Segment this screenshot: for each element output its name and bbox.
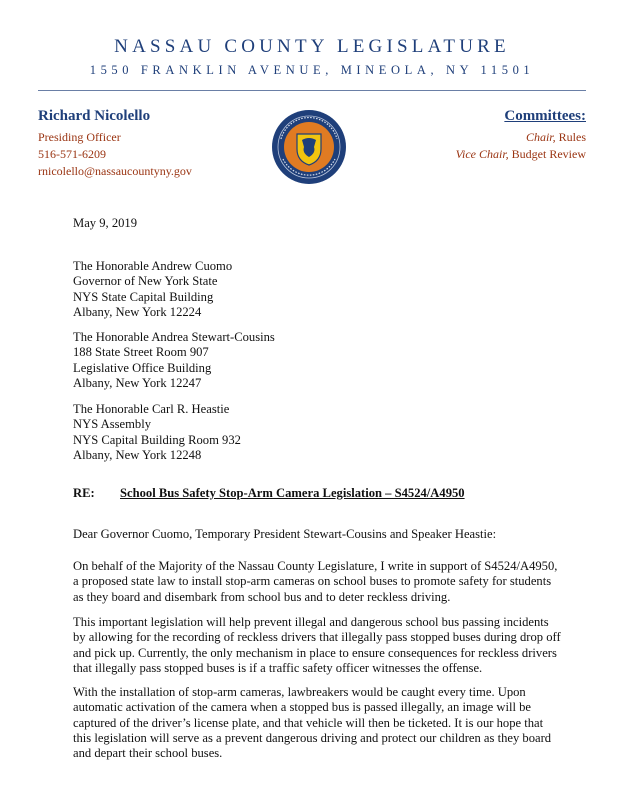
- letter-date: May 9, 2019: [73, 216, 138, 230]
- paragraph-line: automatic activation of the camera when a stopped bus is passed illegally, an image will be: [73, 700, 532, 715]
- committee-chair: [346, 129, 586, 146]
- recipient-address-2: [73, 330, 563, 391]
- sender-email: rnicolello@nassaucountyny.gov: [38, 164, 192, 178]
- paragraph-line: and pick up. Currently, the only mechanism in place to ensure consequences for reckless drivers: [73, 645, 557, 660]
- committee-chair-name: Rules: [558, 130, 586, 144]
- paragraph-line: With the installation of stop-arm cameras, lawbreakers would be caught every time. Upon: [73, 685, 526, 699]
- recipient-address-3: [73, 402, 563, 463]
- paragraph-1: [73, 559, 563, 605]
- committees-heading: Committees:: [504, 108, 586, 124]
- address-line: Governor of New York State: [73, 274, 218, 289]
- letterhead-address: 1550 FRANKLIN AVENUE, MINEOLA, NY 11501: [89, 63, 535, 77]
- address-line: Albany, New York 12247: [73, 375, 202, 390]
- paragraph-2: [73, 615, 563, 676]
- paragraph-line: captured of the driver’s license plate, and that vehicle will then be ticketed. It is our hope that: [73, 715, 544, 730]
- committee-vice-chair-name: Budget Review: [511, 147, 586, 161]
- letterhead-divider: [38, 90, 586, 91]
- committee-chair-role: Chair,: [525, 130, 556, 144]
- committees-block: [346, 108, 586, 163]
- paragraph-line: This important legislation will help prevent illegal and dangerous school bus passing incidents: [73, 615, 549, 629]
- paragraph-line: as they board and disembark from school bus and to deter reckless driving.: [73, 589, 451, 604]
- address-line: NYS State Capital Building: [73, 289, 214, 304]
- address-line: The Honorable Carl R. Heastie: [73, 402, 230, 416]
- address-line: Legislative Office Building: [73, 360, 212, 375]
- address-line: The Honorable Andrea Stewart-Cousins: [73, 330, 275, 344]
- salutation: Dear Governor Cuomo, Temporary President Stewart-Cousins and Speaker Heastie:: [73, 527, 497, 541]
- sender-name: Richard Nicolello: [38, 108, 151, 124]
- address-line: Albany, New York 12224: [73, 304, 202, 319]
- paragraph-line: that illegally pass stopped buses is if a traffic safety officer witnesses the offense.: [73, 660, 483, 675]
- address-line: NYS Assembly: [73, 417, 152, 432]
- paragraph-line: this legislation will serve as a prevent dangerous driving and protect our children as they board: [73, 730, 552, 745]
- recipient-address-1: [73, 259, 563, 320]
- county-seal-icon: [271, 109, 347, 185]
- paragraph-line: a proposed state law to install stop-arm cameras on school buses to promote safety for students: [73, 574, 552, 589]
- committee-vice-chair: [346, 146, 586, 163]
- address-line: The Honorable Andrew Cuomo: [73, 259, 233, 273]
- committee-vice-chair-role: Vice Chair,: [455, 147, 509, 161]
- paragraph-line: On behalf of the Majority of the Nassau County Legislature, I write in support of S4524/A4950,: [73, 559, 558, 573]
- paragraph-3: [73, 685, 563, 761]
- address-line: NYS Capital Building Room 932: [73, 432, 241, 447]
- re-label: RE:: [73, 486, 95, 500]
- letterhead-title: NASSAU COUNTY LEGISLATURE: [114, 36, 510, 57]
- paragraph-line: by allowing for the recording of reckless drivers that illegally pass stopped buses during drop off: [73, 630, 561, 645]
- paragraph-line: and depart their school buses.: [73, 746, 223, 761]
- sender-block: [38, 108, 278, 180]
- re-subject: School Bus Safety Stop-Arm Camera Legislation – S4524/A4950: [120, 486, 465, 500]
- address-line: 188 State Street Room 907: [73, 345, 209, 360]
- sender-phone: 516-571-6209: [38, 147, 106, 161]
- sender-role: Presiding Officer: [38, 130, 121, 144]
- address-line: Albany, New York 12248: [73, 447, 202, 462]
